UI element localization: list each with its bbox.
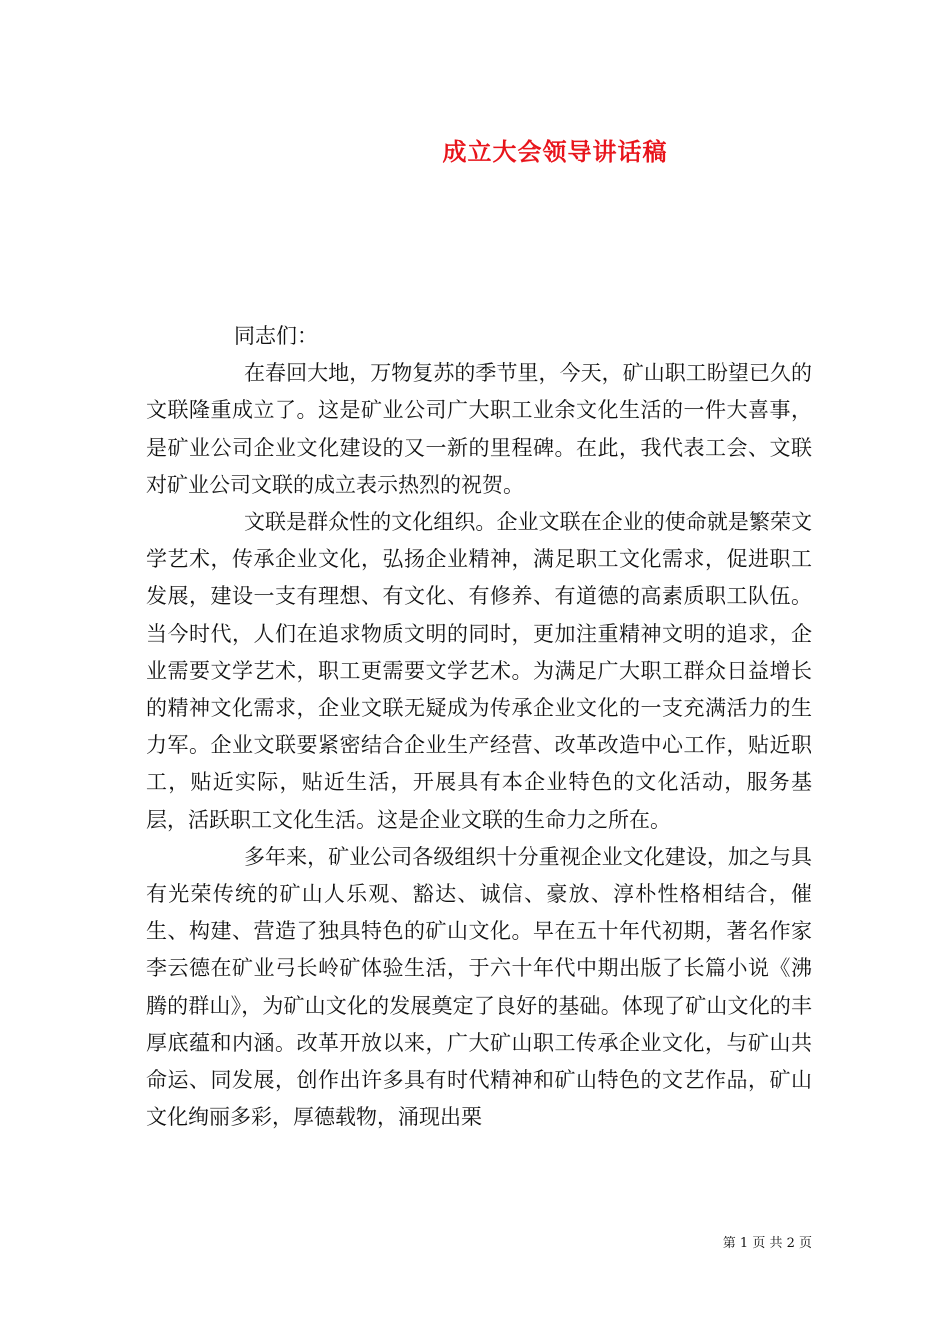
document-body bbox=[146, 318, 812, 1136]
paragraph-3: 多年来，矿业公司各级组织十分重视企业文化建设，加之与具有光荣传统的矿山人乐观、豁达、诚信、豪放、淳朴性格相结合，催生、构建、营造了独具特色的矿山文化。早在五十年代初期，著名作家李云德在矿业弓长岭矿体验生活，于六十年代中期出版了长篇小说《沸腾的群山》，为矿山文化的发展奠定了良好的基础。体现了矿山文化的丰厚底蕴和内涵。改革开放以来，广大矿山职工传承企业文化，与矿山共命运、同发展，创作出许多具有时代精神和矿山特色的文艺作品，矿山文化绚丽多彩，厚德载物，涌现出栗 bbox=[146, 844, 812, 1130]
document-title: 成立大会领导讲话稿 bbox=[442, 137, 668, 166]
paragraph-1: 在春回大地，万物复苏的季节里，今天，矿山职工盼望已久的文联隆重成立了。这是矿业公司广大职工业余文化生活的一件大喜事，是矿业公司企业文化建设的又一新的里程碑。在此，我代表工会、文联对矿业公司文联的成立表示热烈的祝贺。 bbox=[146, 361, 812, 497]
paragraph-2: 文联是群众性的文化组织。企业文联在企业的使命就是繁荣文学艺术，传承企业文化，弘扬企业精神，满足职工文化需求，促进职工发展，建设一支有理想、有文化、有修养、有道德的高素质职工队伍。当今时代，人们在追求物质文明的同时，更加注重精神文明的追求，企业需要文学艺术，职工更需要文学艺术。为满足广大职工群众日益增长的精神文化需求，企业文联无疑成为传承企业文化的一支充满活力的生力军。企业文联要紧密结合企业生产经营、改革改造中心工作，贴近职工，贴近实际，贴近生活，开展具有本企业特色的文化活动，服务基层，活跃职工文化生活。这是企业文联的生命力之所在。 bbox=[146, 510, 812, 832]
salutation: 同志们： bbox=[234, 324, 318, 348]
page-number: 第 1 页 共 2 页 bbox=[722, 1236, 812, 1251]
